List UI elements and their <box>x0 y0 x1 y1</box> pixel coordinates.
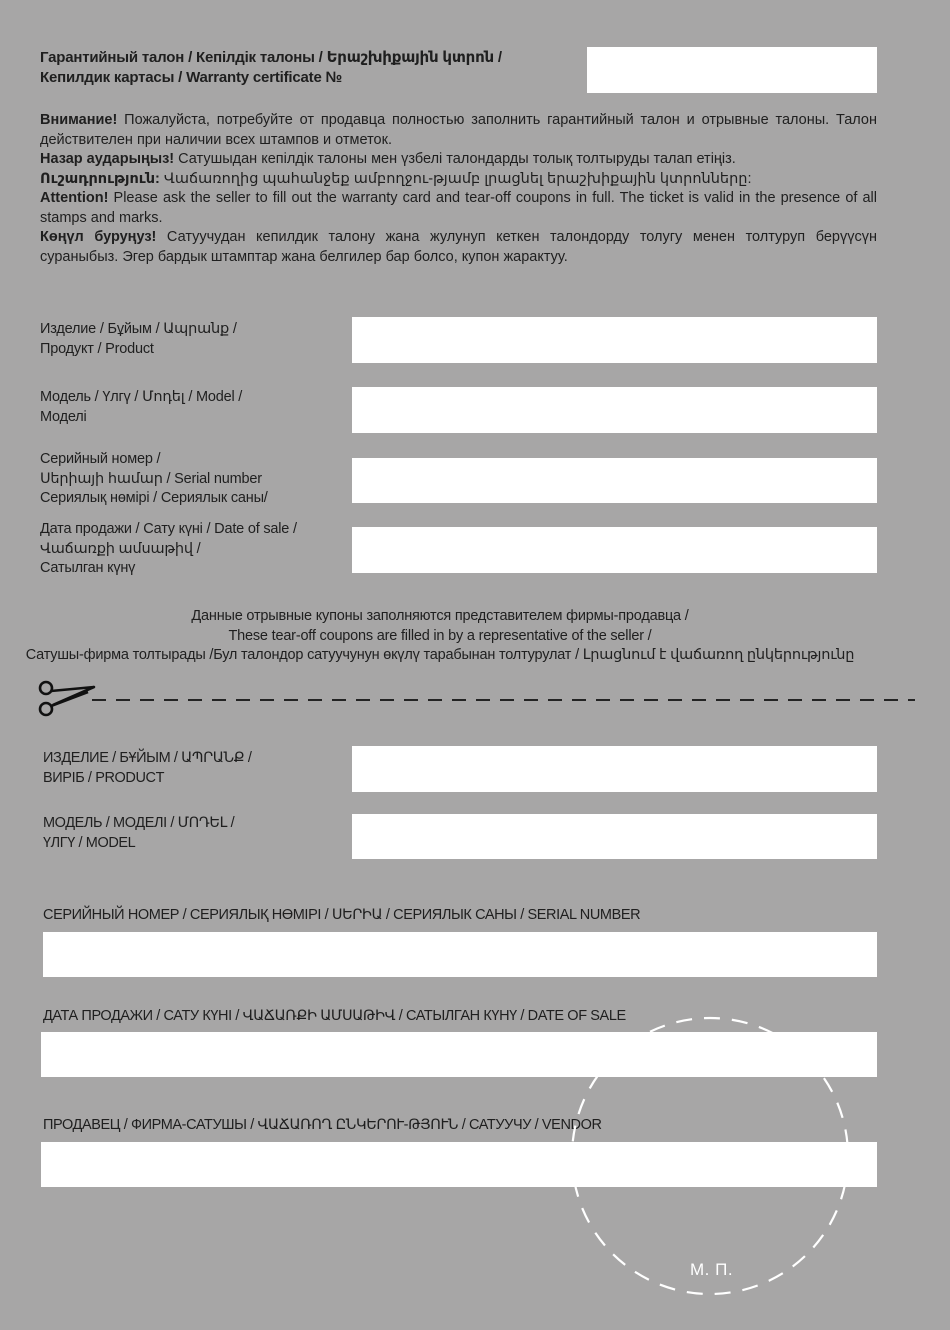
notice-ru-text: Пожалуйста, потребуйте от продавца полностью заполнить гарантийный талон и отрывные талоны. Талон действителен при наличии всех штампов и отметок. <box>40 112 877 148</box>
coupon-model-label <box>43 814 234 853</box>
certificate-title-line2: Кепилдик картасы / Warranty certificate № <box>40 69 343 86</box>
notice-am <box>40 170 877 190</box>
model-label-line2: Моделі <box>40 408 87 425</box>
sale-date-label <box>40 520 297 579</box>
notice-kz <box>40 150 877 170</box>
model-field[interactable] <box>352 387 877 433</box>
coupon-sale-date-label: ДАТА ПРОДАЖИ / САТУ КҮНІ / ՎԱՃԱՌՔԻ ԱՄՍԱԹԻՎ / САТЫЛГАН КҮНҮ / DATE OF SALE <box>43 1008 626 1024</box>
sale-date-label-line1: Дата продажи / Сату күні / Date of sale / <box>40 521 297 537</box>
notice-kg <box>40 228 877 267</box>
coupon-vendor-label: ПРОДАВЕЦ / ФИРМА-САТУШЫ / ՎԱՃԱՌՈՂ ԸՆԿԵՐՈՒ-ԹՅՈՒՆ / САТУУЧУ / VENDOR <box>43 1117 602 1133</box>
stamp-circle <box>570 1012 860 1302</box>
serial-field[interactable] <box>352 458 877 503</box>
coupon-model-label-line2: ҮЛГҮ / MODEL <box>43 834 136 851</box>
coupon-note-line3: Сатушы-фирма толтырады /Бул талондор сатуучунун өкүлү тарабынан толтурулат / Լրացնում է վաճառող ընկերությունը <box>25 647 855 663</box>
coupon-product-label-line1: ИЗДЕЛИЕ / БҰЙЫМ / ԱՊՐԱՆՔ / <box>43 750 252 766</box>
model-label-line1: Модель / Үлгү / Մոդել / Model / <box>40 389 243 405</box>
product-label <box>40 320 237 359</box>
serial-label-line3: Сериялық нөмірі / Сериялык саны/ <box>40 490 268 506</box>
sale-date-label-line2: Վաճառքի ամսաթիվ / <box>40 540 201 557</box>
product-label-line1: Изделие / Бұйым / Ապրանք / <box>40 321 237 337</box>
coupon-model-label-line1: МОДЕЛЬ / МОДЕЛІ / ՄՈԴԵԼ / <box>43 815 235 831</box>
notice-ru <box>40 111 877 150</box>
notice-ru-key: Внимание! <box>40 112 118 128</box>
product-field[interactable] <box>352 317 877 363</box>
notice-en-key: Attention! <box>40 190 109 206</box>
notice-kg-text: Сатуучудан кепилдик талону жана жулунуп кеткен талондорду толугу менен толтуруп берүүсүн сураныбыз. Эгер бардык штамптар жана белгилер бар болсо, купон жарактуу. <box>40 229 877 265</box>
coupon-note-line1: Данные отрывные купоны заполняются представителем фирмы-продавца / <box>191 608 689 624</box>
coupon-product-label <box>43 749 251 788</box>
certificate-number-field[interactable] <box>587 47 877 93</box>
notice-en-text: Please ask the seller to fill out the warranty card and tear-off coupons in full. The ticket is valid in the presence of all stamps and marks. <box>40 190 877 226</box>
coupon-product-label-line2: ВИРІБ / PRODUCT <box>43 769 165 786</box>
serial-label <box>40 450 268 509</box>
notice-kz-key: Назар аударыңыз! <box>40 151 175 167</box>
serial-label-line2: Սերիայի համար / Serial number <box>40 470 262 487</box>
serial-label-line1: Серийный номер / <box>40 451 161 467</box>
notice-kg-key: Көңүл буруңуз! <box>40 229 157 245</box>
scissors-icon <box>40 682 94 715</box>
coupon-product-field[interactable] <box>352 746 877 792</box>
notice-am-key: Ուշադրություն: <box>40 170 160 187</box>
notice-kz-text: Сатушыдан кепілдік талоны мен үзбелі талондарды толық толтыруды талап етіңіз. <box>174 151 736 167</box>
coupon-note-line2: These tear-off coupons are filled in by a representative of the seller / <box>228 627 652 644</box>
product-label-line2: Продукт / Product <box>40 340 154 357</box>
coupon-model-field[interactable] <box>352 814 877 859</box>
certificate-title-line1: Гарантийный талон / Кепілдік талоны / Երաշխիքային կտրոն / <box>40 49 502 66</box>
coupon-serial-label: СЕРИЙНЫЙ НОМЕР / СЕРИЯЛЫҚ НӨМІРІ / ՍԵՐԻԱ / СЕРИЯЛЫК САНЫ / SERIAL NUMBER <box>43 907 641 923</box>
stamp-label: М. П. <box>690 1260 734 1279</box>
notice-en <box>40 189 877 228</box>
notice-block <box>40 111 877 267</box>
model-label <box>40 388 242 427</box>
cut-line <box>30 678 920 722</box>
coupon-serial-field[interactable] <box>43 932 877 977</box>
notice-am-text: Վաճառողից պահանջեք ամբողջու-թյամբ լրացնել երաշխիքային կտրոնները: <box>159 170 752 187</box>
certificate-title <box>40 48 502 88</box>
coupon-note <box>20 607 860 666</box>
sale-date-label-line3: Сатылган күнү <box>40 560 136 576</box>
sale-date-field[interactable] <box>352 527 877 573</box>
